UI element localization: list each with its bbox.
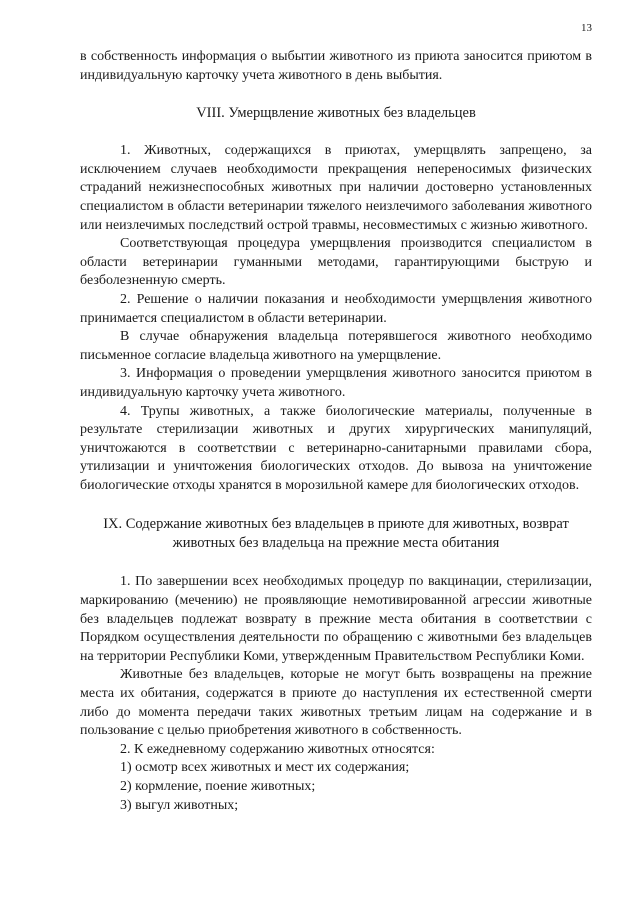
page-number: 13 [581,22,592,34]
list-item: 3) выгул животных; [120,797,239,813]
section-heading-viii: VIII. Умерщвление животных без владельцев [196,105,476,122]
section-heading-ix: IX. Содержание животных без владельцев в приюте для животных, возврат животных без владельца на прежние места обитания [103,516,569,552]
paragraph-viii-procedure: Соответствующая процедура умерщвления производится специалистом в области ветеринарии гуманными методами, гарантирующими быструю и безболезненную смерть. [80,236,592,289]
list-item: 2) кормление, поение животных; [120,779,316,794]
paragraph-viii-2: 2. Решение о наличии показания и необходимости умерщвления животного принимается специалистом в области ветеринарии. [80,291,592,326]
paragraph-continuation: в собственность информация о выбытии животного из приюта заносится приютом в индивидуальную карточку учета животного в день выбытия. [80,49,592,83]
paragraph-viii-4: 4. Трупы животных, а также биологические материалы, полученные в результате стерилизации животных и других хирургических манипуляций, уничтожаются в соответствии с ветеринарно-санитарными правилами сбора, утилизации и уничтожения биологических отходов. До вывоза на уничтожение биологические отходы хранятся в морозильной камере для биологических отходов. [80,403,592,493]
paragraph-ix-1: 1. По завершении всех необходимых процедур по вакцинации, стерилизации, маркированию (мечению) не проявляющие немотивированной агрессии животные без владельцев подлежат возврату в прежние места обитания в соответствии с Порядком осуществления деятельности по обращению с животными без владельцев на территории Республики Коми, утвержденным Правительством Республики Коми. [80,574,592,664]
paragraph-viii-1: 1. Животных, содержащихся в приютах, умерщвлять запрещено, за исключением случаев необходимости прекращения непереносимых физических страданий нежизнеспособных животных при наличии достоверно установленных специалистом в области ветеринарии тяжелого неизлечимого заболевания животного или неизлечимых последствий острой травмы, несовместимых с жизнью животного. [80,143,592,233]
paragraph-ix-2: 2. К ежедневному содержанию животных относятся: [120,741,435,757]
document-body [80,48,592,815]
paragraph-viii-3: 3. Информация о проведении умерщвления животного заносится приютом в индивидуальную карточку учета животного. [80,366,592,400]
paragraph-viii-owner-consent: В случае обнаружения владельца потерявшегося животного необходимо письменное согласие владельца животного на умерщвление. [80,329,592,363]
list-item: 1) осмотр всех животных и мест их содержания; [120,760,410,776]
paragraph-ix-shelter-keeping: Животные без владельцев, которые не могут быть возвращены на прежние места их обитания, содержатся в приюте до наступления их естественной смерти либо до момента передачи таких животных третьим лицам на содержание и в пользование с целью приобретения животного в собственность. [80,667,592,739]
